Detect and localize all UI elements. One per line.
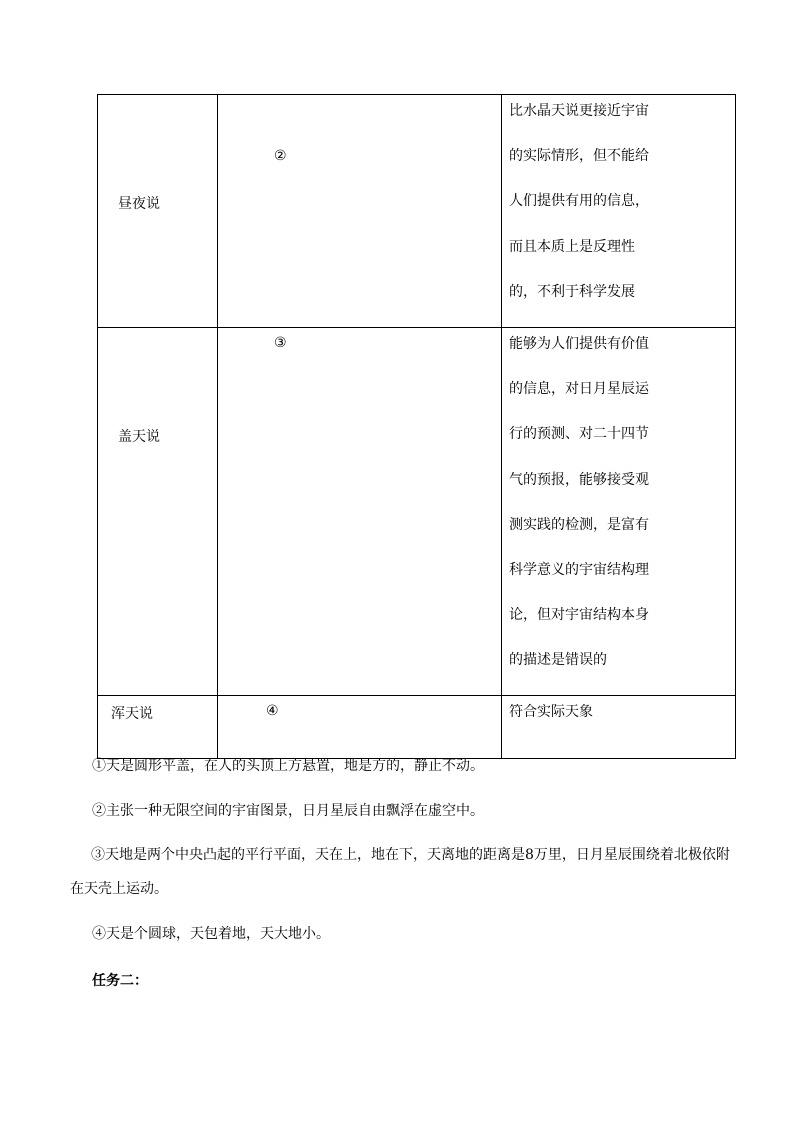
theory-name-cell	[98, 95, 218, 328]
theory-name: 盖天说	[118, 428, 160, 445]
content-marker: ③	[274, 334, 287, 351]
table-row	[98, 327, 736, 696]
evaluation-line: 的，不利于科学发展	[509, 283, 635, 300]
cosmology-table	[97, 94, 736, 759]
theory-name-cell	[98, 696, 218, 759]
table-row	[98, 95, 736, 328]
evaluation-cell	[502, 327, 736, 696]
theory-content-cell	[218, 696, 502, 759]
evaluation-line: 论，但对宇宙结构本身	[509, 607, 649, 624]
evaluation-line: 的描述是错误的	[509, 652, 607, 669]
note-item: ④天是个圆球，天包着地，天大地小。	[92, 926, 330, 942]
theory-content-cell	[218, 327, 502, 696]
evaluation-line: 人们提供有用的信息，	[509, 193, 649, 210]
evaluation-line: 能够为人们提供有价值	[509, 335, 649, 352]
theory-name: 浑天说	[111, 706, 153, 723]
evaluation-cell	[502, 696, 736, 759]
evaluation-line: 的实际情形，但不能给	[509, 148, 649, 165]
evaluation-line: 测实践的检测，是富有	[509, 516, 649, 533]
theory-content-cell	[218, 95, 502, 328]
content-marker: ②	[274, 148, 287, 164]
evaluation-line: 的信息，对日月星辰运	[509, 381, 649, 398]
evaluation-line: 气的预报，能够接受观	[509, 471, 649, 488]
theory-name-cell	[98, 327, 218, 696]
table-row	[98, 696, 736, 759]
note-item: ②主张一种无限空间的宇宙图景，日月星辰自由飘浮在虚空中。	[92, 803, 484, 819]
content-marker: ④	[266, 703, 279, 720]
theory-name: 昼夜说	[118, 196, 160, 212]
evaluation-line: 科学意义的宇宙结构理	[509, 561, 649, 578]
note-item: ③天地是两个中央凸起的平行平面，天在上，地在下，天离地的距离是8万里，日月星辰围绕着北极依附在天壳上运动。	[70, 847, 730, 897]
evaluation-line: 而且本质上是反理性	[509, 238, 635, 255]
note-item: ①天是圆形平盖，在人的头顶上方悬置，地是方的，静止不动。	[92, 758, 484, 774]
evaluation-cell	[502, 95, 736, 328]
evaluation-line: 行的预测、对二十四节	[509, 426, 649, 443]
evaluation-line: 符合实际天象	[509, 704, 593, 721]
evaluation-line: 比水晶天说更接近宇宙	[509, 103, 649, 119]
section-heading: 任务二：	[92, 973, 148, 989]
